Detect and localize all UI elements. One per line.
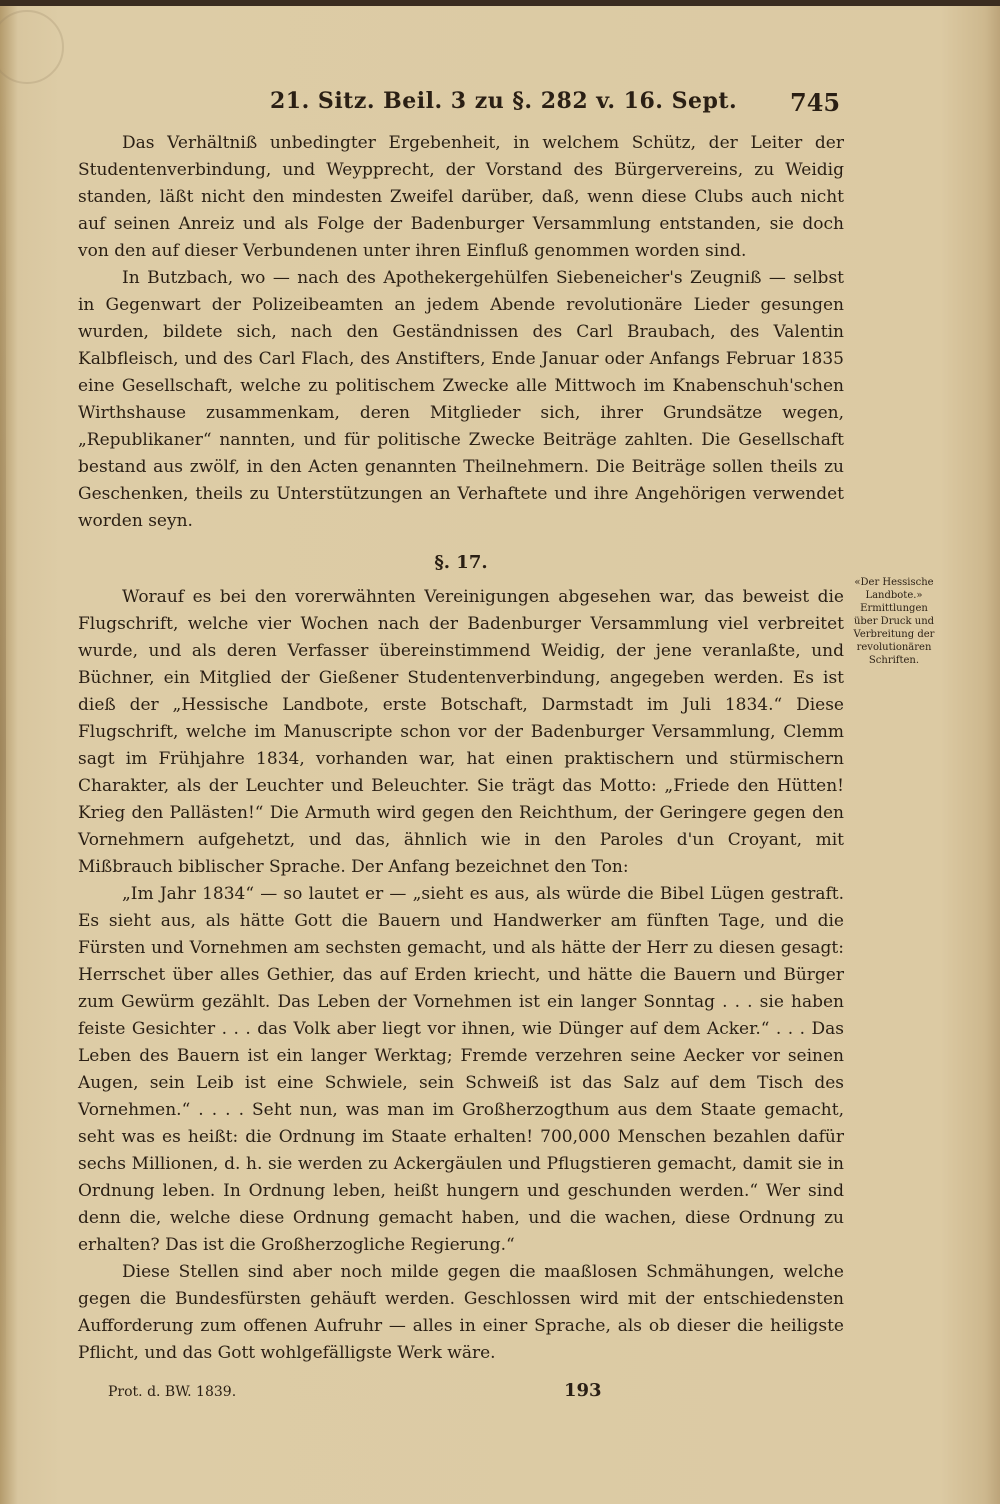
margin-note: «Der Hessische Landbote.» Ermittlungen über Druck und Verbreitung der revolutionären Schriften.: [853, 577, 935, 666]
paragraph: Das Verhältniß unbedingter Ergebenheit, in welchem Schütz, der Leiter der Studentenverbindung, und Weypprecht, der Vorstand des Bürgervereins, zu Weidig standen, läßt nicht den mindesten Zweifel darüber, daß, wenn diese Clubs auch nicht auf seinen Anreiz und als Folge der Badenburger Versammlung entstanden, sie doch von den auf dieser Verbundenen unter ihren Einfluß genommen worden sind.: [78, 133, 844, 261]
signature-mark: 193: [564, 1380, 602, 1401]
page-number: 745: [790, 88, 841, 117]
page-header: [0, 88, 1000, 128]
quote-paragraph: „Im Jahr 1834“ — so lautet er — „sieht es aus, als würde die Bibel Lügen gestraft. Es sieht aus, als hätte Gott die Bauern und Handwerker am fünften Tage, und die Fürsten und Vornehmen am sechsten gemacht, und als hätte der Herr zu diesen gesagt: Herrschet über alles Gethier, das auf Erden kriecht, und hätte die Bauern und Bürger zum Gewürm gezählt. Das Leben der Vornehmen ist ein langer Sonntag . . . sie haben feiste Gesichter . . . das Volk aber liegt vor ihnen, wie Dünger auf dem Acker.“ . . . Das Leben des Bauern ist ein langer Werktag; Fremde verzehren seine Aecker vor seinen Augen, sein Leib ist eine Schwiele, sein Schweiß ist das Salz auf dem Tisch des Vornehmen.“ . . . . Seht nun, was man im Großherzogthum aus dem Staate gemacht, seht was es heißt: die Ordnung im Staate erhalten! 700,000 Menschen bezahlen dafür sechs Millionen, d. h. sie werden zu Ackergäulen und Pflugstieren gemacht, damit sie in Ordnung leben. In Ordnung leben, heißt hungern und geschunden werden.“ Wer sind denn die, welche diese Ordnung gemacht haben, und die wachen, diese Ordnung zu erhalten? Das ist die Großherzogliche Regierung.“: [78, 884, 844, 1255]
footer-publication: Prot. d. BW. 1839.: [108, 1384, 237, 1400]
section-heading: §. 17.: [434, 552, 488, 573]
paragraph: Diese Stellen sind aber noch milde gegen die maaßlosen Schmähungen, welche gegen die Bundesfürsten gehäuft werden. Geschlossen wird mit der entschiedensten Aufforderung zum offenen Aufruhr — alles in einer Sprache, als ob dieser die heiligste Pflicht, und das Gott wohlgefälligste Werk wäre.: [78, 1262, 844, 1363]
running-head: 21. Sitz. Beil. 3 zu §. 282 v. 16. Sept.: [270, 88, 738, 114]
page-footer: [108, 1380, 908, 1410]
paragraph: In Butzbach, wo — nach des Apothekergehülfen Siebeneicher's Zeugniß — selbst in Gegenwart der Polizeibeamten an jedem Abende revolutionäre Lieder gesungen wurden, bildete sich, nach den Geständnissen des Carl Braubach, des Valentin Kalbfleisch, und des Carl Flach, des Anstifters, Ende Januar oder Anfangs Februar 1835 eine Gesellschaft, welche zu politischem Zwecke alle Mittwoch im Knabenschuh'schen Wirthshause zusammenkam, deren Mitglieder sich, ihrer Grundsätze wegen, „Republikaner“ nannten, und für politische Zwecke Beiträge zahlten. Die Gesellschaft bestand aus zwölf, in den Acten genannten Theilnehmern. Die Beiträge sollen theils zu Geschenken, theils zu Unterstützungen an Verhaftete und ihre Angehörigen verwendet worden seyn.: [78, 268, 844, 531]
page-body: [78, 130, 844, 1367]
top-edge-line: [0, 0, 1000, 6]
paragraph: Worauf es bei den vorerwähnten Vereinigungen abgesehen war, das beweist die Flugschrift, welche vier Wochen nach der Badenburger Versammlung viel verbreitet wurde, und als deren Verfasser übereinstimmend Weidig, der jene veranlaßte, und Büchner, ein Mitglied der Gießener Studentenverbindung, angegeben werden. Es ist dieß der „Hessische Landbote, erste Botschaft, Darmstadt im Juli 1834.“ Diese Flugschrift, welche im Manuscripte schon vor der Badenburger Versammlung, Clemm sagt im Frühjahre 1834, vorhanden war, hat einen praktischern und stürmischern Charakter, als der Leuchter und Beleuchter. Sie trägt das Motto: „Friede den Hütten! Krieg den Pallästen!“ Die Armuth wird gegen den Reichthum, der Geringere gegen den Vornehmern aufgehetzt, und das, ähnlich wie in den Paroles d'un Croyant, mit Mißbrauch biblischer Sprache. Der Anfang bezeichnet den Ton:: [78, 587, 844, 877]
library-stamp: [0, 10, 64, 84]
binding-shadow: [0, 60, 6, 1460]
